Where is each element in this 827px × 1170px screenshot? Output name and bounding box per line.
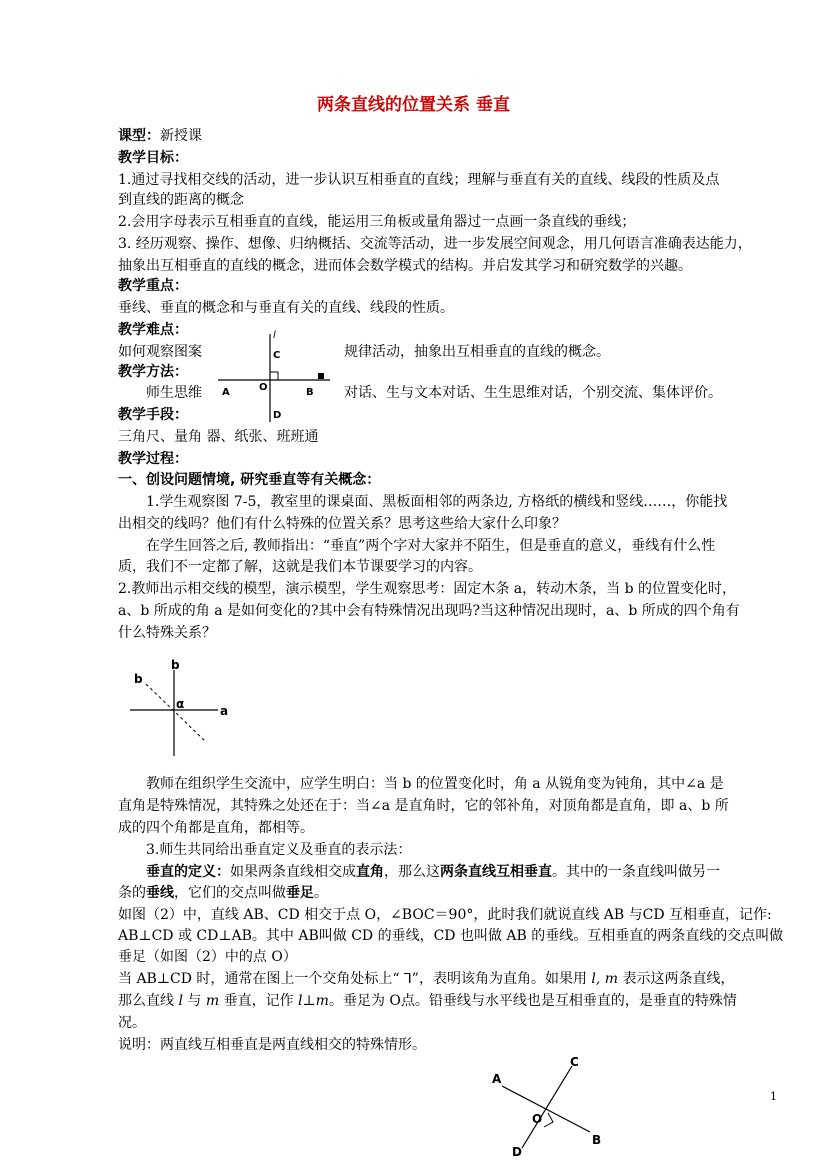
- math-symbol: m: [205, 993, 220, 1009]
- text: 。垂足为 O点。铅垂线与水平线也是互相垂直的，是垂直的特殊情: [328, 993, 737, 1009]
- method-heading: 教学方法：: [118, 364, 188, 380]
- lesson-type: [118, 126, 202, 146]
- definition-line-2: [118, 883, 328, 903]
- figure-intersecting-strips: [126, 656, 236, 758]
- figure-ab-perpendicular-cd: [486, 1052, 610, 1162]
- paragraph-7-line-3: 况。: [118, 1015, 146, 1031]
- paragraph-1-line-2: 出相交的线吗？他们有什么特殊的位置关系？思考这些给大家什么印象？: [118, 516, 566, 532]
- label-b-vertical: b: [171, 658, 180, 672]
- definition-term-right-angle: 直角: [356, 864, 384, 880]
- page-number: 1: [770, 1090, 777, 1103]
- label-B: B: [592, 1133, 602, 1147]
- line-CD: [522, 1066, 572, 1148]
- paragraph-6-line-3: 垂足（如图（2）中的点 O）: [118, 949, 297, 965]
- difficulty-text-right: 规律活动，抽象出互相垂直的直线的概念。: [344, 344, 610, 360]
- lesson-type-value: 新授课: [160, 128, 202, 144]
- label-B: B: [306, 387, 314, 398]
- paragraph-4-line-3: 成的四个角都是直角，都相等。: [118, 820, 314, 836]
- method-text-left: 师生思维: [146, 385, 202, 401]
- lesson-type-label: 课型：: [118, 128, 160, 144]
- math-symbol: l, m: [591, 971, 619, 987]
- text: 当 AB⊥CD 时，通常在图上一个交角处标上“ ꓶ”，表明该角为直角。如果用: [118, 971, 592, 987]
- text: 与: [182, 993, 206, 1009]
- key-points-heading: 教学重点：: [118, 278, 188, 294]
- difficulty-heading: 教学难点：: [118, 322, 188, 338]
- objective-2: 2.会用字母表示互相垂直的直线，能运用三角板或量角器过一点画一条直线的垂线；: [118, 214, 636, 230]
- paragraph-3-line-1: 2.教师出示相交线的模型，演示模型，学生观察思考：固定木条 a，转动木条，当 b 的位置变化时，: [118, 581, 737, 597]
- paragraph-6-line-1: 如图（2）中，直线 AB、CD 相交于点 O，∠BOC＝90°，此时我们就说直线 AB 与CD 互相垂直，记作:: [118, 907, 772, 923]
- definition-text: ，它们的交点叫做: [174, 885, 286, 901]
- math-symbol: l⊥m: [298, 993, 329, 1009]
- difficulty-text-left: 如何观察图案: [118, 344, 202, 360]
- paragraph-2-line-1: 在学生回答之后, 教师指出：“垂直”两个字对大家并不陌生，但是垂直的意义，垂线有什么性: [146, 538, 716, 554]
- paragraph-1-line-1: 1.学生观察图 7-5，教室里的课桌面、黑板面相邻的两条边, 方格纸的横线和竖线……，你能找: [146, 494, 728, 510]
- line-b-rotated-dashed: [146, 684, 206, 742]
- definition-text: 。其中的一条直线叫做另一: [552, 864, 720, 880]
- definition-term-foot: 垂足: [286, 885, 314, 901]
- label-b-diagonal: b: [134, 672, 143, 686]
- objectives-heading: 教学目标：: [118, 150, 188, 166]
- right-angle-mark: [544, 1113, 553, 1127]
- paragraph-2-line-2: 质，我们不一定都了解，这就是我们本节课要学习的内容。: [118, 559, 482, 575]
- label-A: A: [492, 1072, 502, 1086]
- paragraph-4-line-1: 教师在组织学生交流中，应学生明白：当 b 的位置变化时，角 a 从锐角变为钝角，其中∠a 是: [146, 776, 724, 792]
- section-1-heading: 一、创设问题情境, 研究垂直等有关概念：: [118, 472, 381, 488]
- definition-text: 。: [314, 885, 328, 901]
- figure-perpendicular-cross: [214, 328, 334, 424]
- means-heading: 教学手段：: [118, 407, 188, 423]
- paragraph-5: 3.师生共同给出垂直定义及垂直的表示法：: [146, 842, 412, 858]
- text: 表示这两条直线，: [618, 971, 735, 987]
- label-alpha: α: [176, 697, 185, 711]
- page-title: 两条直线的位置关系 垂直: [317, 95, 510, 115]
- label-l: l: [273, 330, 276, 341]
- objective-3-line-2: 抽象出互相垂直的直线的概念，进而体会数学模式的结构。并启发其学习和研究数学的兴趣。: [118, 258, 692, 274]
- objective-1-line-1: 1.通过寻找相交线的活动，进一步认识互相垂直的直线；理解与垂直有关的直线、线段的性质及点: [118, 172, 720, 188]
- label-C: C: [570, 1055, 579, 1069]
- paragraph-3-line-2: a、b 所成的角 a 是如何变化的?其中会有特殊情况出现吗?当这种情况出现时，a、b 所成的四个角有: [118, 603, 740, 619]
- definition-line-1: [146, 862, 720, 882]
- text: 那么直线: [118, 993, 179, 1009]
- key-points-text: 垂线、垂直的概念和与垂直有关的直线、线段的性质。: [118, 300, 454, 316]
- right-angle-mark: [270, 372, 278, 380]
- means-text: 三角尺、量角 器、纸张、班班通: [118, 429, 319, 445]
- label-O: O: [259, 382, 268, 393]
- paragraph-4-line-2: 直角是特殊情况，其特殊之处还在于：当∠a 是直角时，它的邻补角，对顶角都是直角，即 a、b 所: [118, 798, 729, 814]
- definition-text: ，那么这: [384, 864, 440, 880]
- definition-text: 如果两条直线相交成: [230, 864, 356, 880]
- method-text-right: 对话、生与文本对话、生生思维对话，个别交流、集体评价。: [344, 385, 722, 401]
- definition-text: 条的: [118, 885, 146, 901]
- definition-term-perpendicular: 两条直线互相垂直: [440, 864, 552, 880]
- math-symbol: l: [178, 993, 183, 1009]
- text: 垂直，记作: [219, 993, 299, 1009]
- objective-1-line-2: 到直线的距离的概念: [118, 192, 244, 208]
- process-heading: 教学过程：: [118, 451, 188, 467]
- paragraph-8: 说明：两直线互相垂直是两直线相交的特殊情形。: [118, 1037, 426, 1053]
- label-a: a: [220, 704, 229, 718]
- paragraph-3-line-3: 什么特殊关系？: [118, 625, 216, 641]
- definition-term-perpendicular-line: 垂线: [146, 885, 174, 901]
- objective-3-line-1: 3. 经历观察、操作、想像、归纳概括、交流等活动，进一步发展空间观念，用几何语言准确表达能力，: [118, 236, 752, 252]
- label-D: D: [512, 1145, 522, 1159]
- definition-label: 垂直的定义：: [146, 864, 230, 880]
- paragraph-6-line-2: AB⊥CD 或 CD⊥AB。其中 AB叫做 CD 的垂线，CD 也叫做 AB 的垂线。互相垂直的两条直线的交点叫做: [118, 928, 784, 944]
- label-O: O: [532, 1112, 543, 1126]
- label-D: D: [273, 410, 282, 421]
- paragraph-7-line-1: [118, 969, 735, 989]
- endpoint-marker: [318, 373, 324, 379]
- label-A: A: [222, 387, 230, 398]
- label-C: C: [273, 350, 281, 361]
- paragraph-7-line-2: [118, 991, 737, 1011]
